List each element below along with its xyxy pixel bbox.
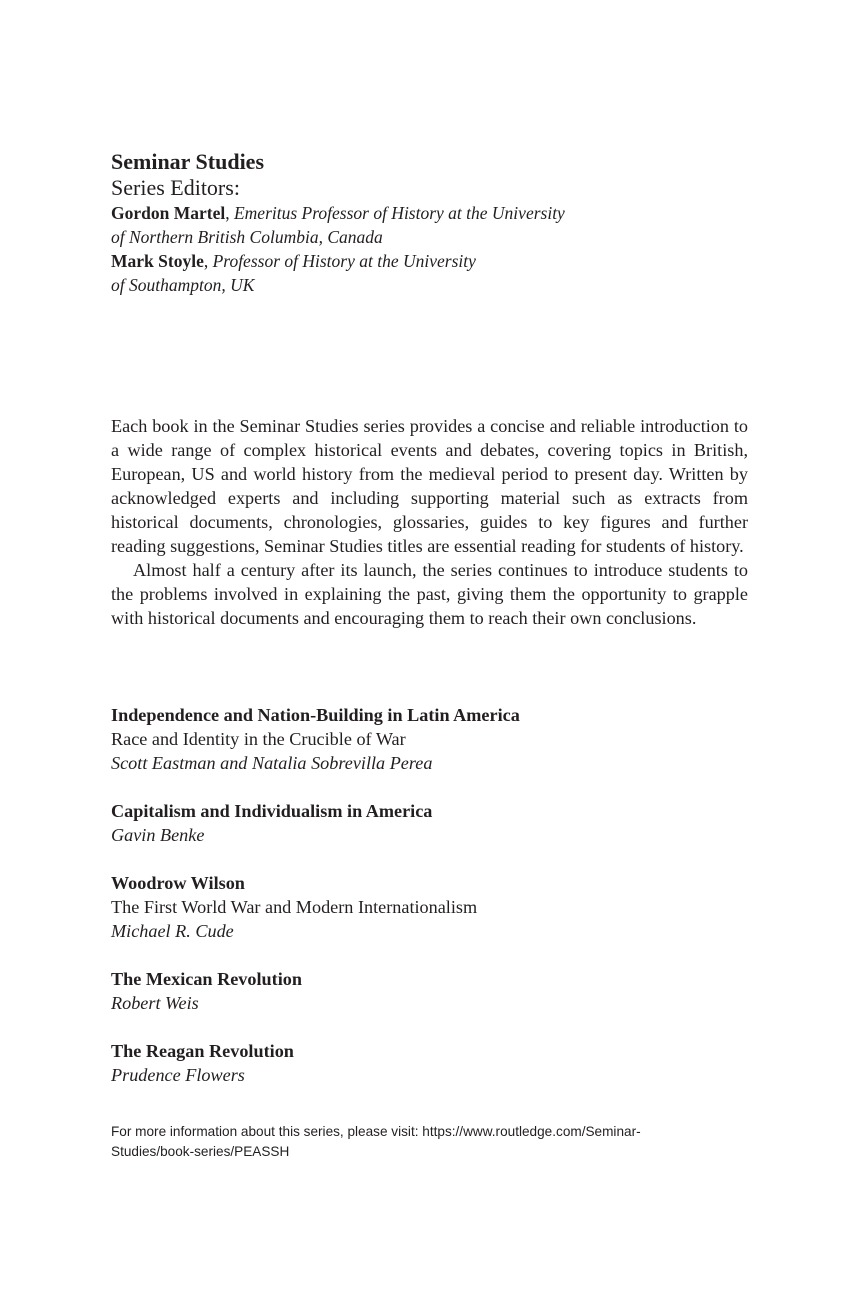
series-title: Seminar Studies [111,149,265,174]
footer-line: For more information about this series, please visit: https://www.routledge.com/Seminar- [111,1124,641,1139]
description-paragraph: Each book in the Seminar Studies series provides a concise and reliable introduction to a wide range of complex historical events and debates, covering topics in British, European, US and world history from the medieval period to present day. Written by acknowledged experts and including supporting material such as extracts from historical documents, chronologies, glossaries, guides to key figures and further reading suggestions, Seminar Studies titles are essential reading for students of history. [111,416,748,556]
book-list [111,703,751,1111]
book-entry [111,967,751,1015]
book-author: Robert Weis [111,993,199,1013]
editor-name: Mark Stoyle [111,251,204,271]
editor-role: Emeritus Professor of History at the University [233,203,565,223]
editor-entry: Gordon Martel, Emeritus Professor of History at the University of Northern British Columbia, Canada [111,203,565,247]
footer-line: Studies/book-series/PEASSH [111,1144,290,1159]
book-title: Independence and Nation-Building in Latin America [111,705,520,725]
book-author: Michael R. Cude [111,921,234,941]
editor-name: Gordon Martel [111,203,226,223]
book-subtitle: The First World War and Modern Internationalism [111,897,478,917]
book-title: The Mexican Revolution [111,969,302,989]
book-title: Capitalism and Individualism in America [111,801,433,821]
series-description [111,414,748,630]
book-title: Woodrow Wilson [111,873,245,893]
book-author: Prudence Flowers [111,1065,245,1085]
description-paragraph: Almost half a century after its launch, the series continues to introduce students to the problems involved in explaining the past, giving them the opportunity to grapple with historical documents and encouraging them to reach their own conclusions. [111,560,748,628]
book-entry [111,871,751,943]
book-subtitle: Race and Identity in the Crucible of War [111,729,406,749]
series-info-footer [111,1122,751,1162]
book-author: Scott Eastman and Natalia Sobrevilla Perea [111,753,433,773]
editor-role-continued: of Southampton, UK [111,275,255,295]
series-header [111,148,751,297]
editor-entry: Mark Stoyle, Professor of History at the University of Southampton, UK [111,251,476,295]
book-author: Gavin Benke [111,825,205,845]
editors-heading: Series Editors: [111,175,240,200]
book-entry [111,799,751,847]
editor-role-continued: of Northern British Columbia, Canada [111,227,383,247]
book-title: The Reagan Revolution [111,1041,294,1061]
book-entry [111,703,751,775]
editor-role: Professor of History at the University [212,251,476,271]
book-entry [111,1039,751,1087]
